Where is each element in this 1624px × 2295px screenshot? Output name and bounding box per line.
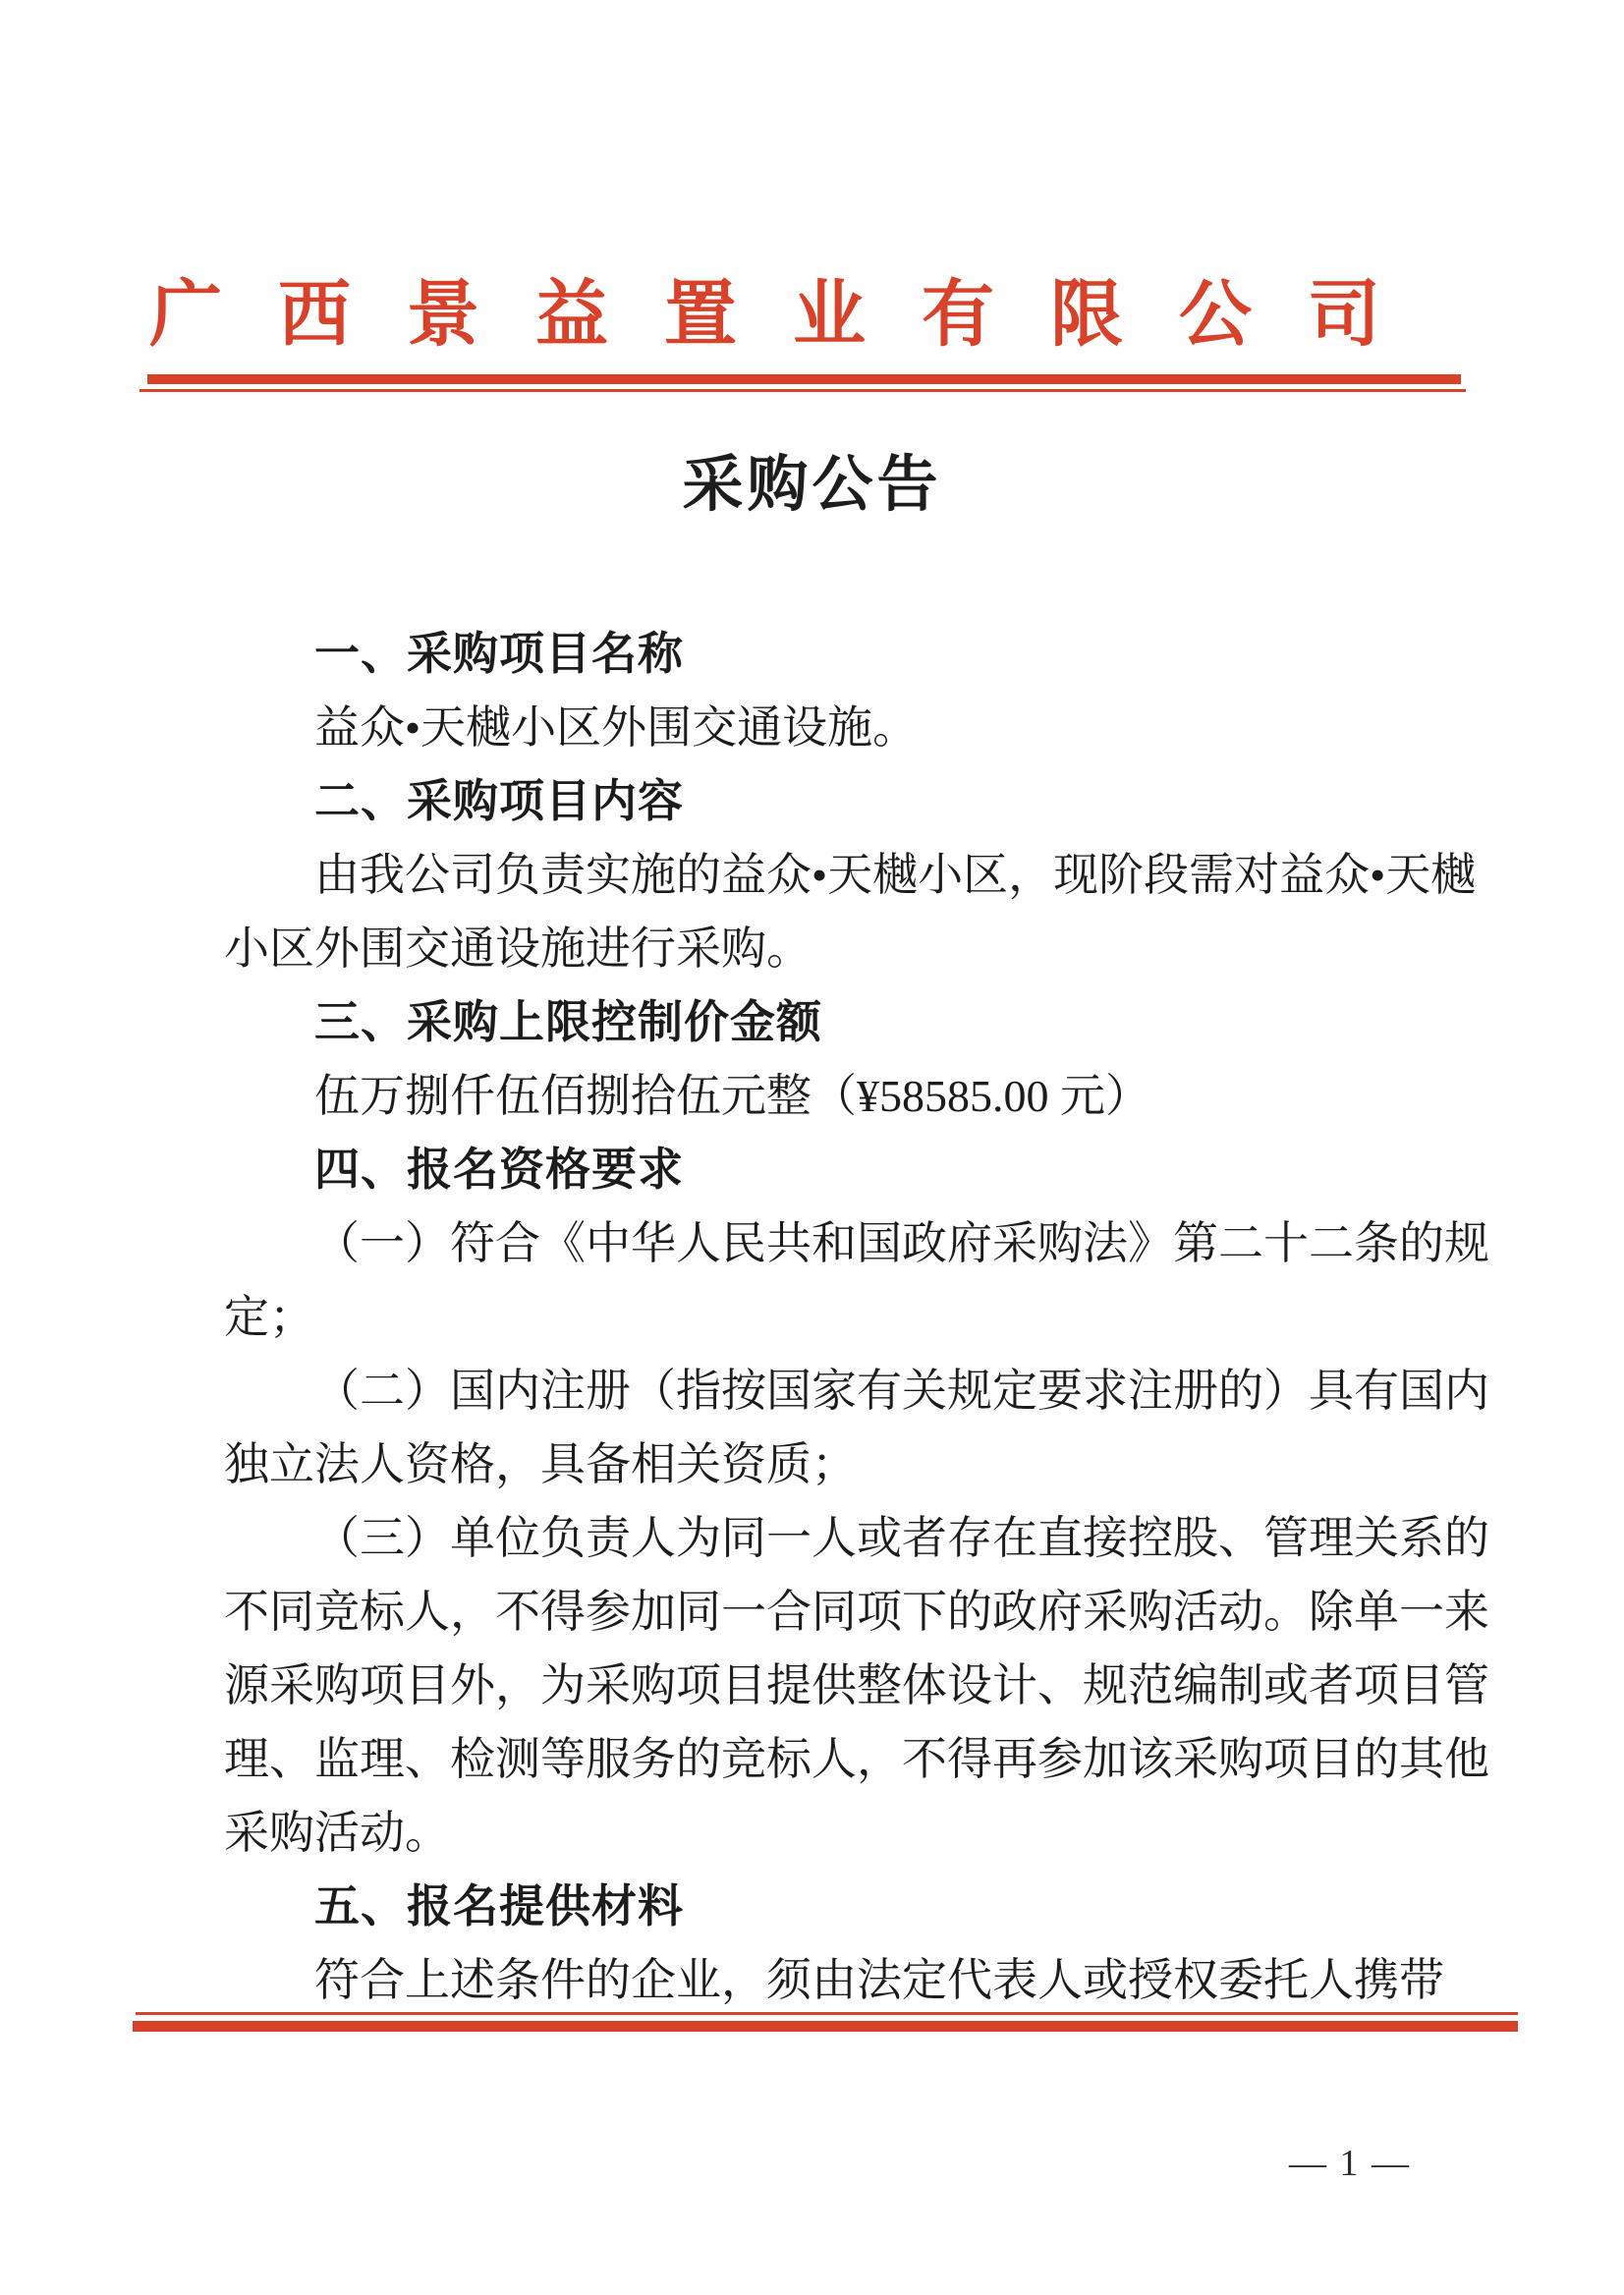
section-heading-1: 一、采购项目名称 bbox=[314, 628, 684, 679]
letterhead-rule-thin bbox=[140, 389, 1466, 392]
paragraph-line: （二）国内注册（指按国家有关规定要求注册的）具有国内 bbox=[314, 1366, 1489, 1416]
section-heading-3: 三、采购上限控制价金额 bbox=[314, 996, 822, 1047]
paragraph-line: 理、监理、检测等服务的竞标人，不得再参加该采购项目的其他 bbox=[224, 1734, 1489, 1784]
section-heading-5: 五、报名提供材料 bbox=[314, 1880, 684, 1931]
paragraph-line: 伍万捌仟伍佰捌拾伍元整（¥58585.00 元） bbox=[314, 1071, 1150, 1121]
letterhead-company-name: 广西景益置业有限公司 bbox=[149, 275, 1436, 356]
letterhead-rule-thick bbox=[147, 374, 1461, 384]
paragraph-line: 益众•天樾小区外围交通设施。 bbox=[314, 702, 919, 753]
paragraph-line: 采购活动。 bbox=[224, 1808, 450, 1858]
paragraph-line: （三）单位负责人为同一人或者存在直接控股、管理关系的 bbox=[314, 1513, 1489, 1563]
paragraph-line: 小区外围交通设施进行采购。 bbox=[224, 924, 812, 974]
paragraph-line: 由我公司负责实施的益众•天樾小区，现阶段需对益众•天樾 bbox=[314, 850, 1477, 900]
document-body bbox=[224, 617, 1489, 2017]
footer-rule-thin bbox=[136, 2012, 1518, 2015]
footer-rule-thick bbox=[133, 2021, 1518, 2032]
paragraph-line: 定； bbox=[224, 1292, 314, 1342]
section-heading-2: 二、采购项目内容 bbox=[314, 775, 684, 826]
paragraph-line: 符合上述条件的企业，须由法定代表人或授权委托人携带 bbox=[314, 1955, 1444, 2005]
document-title: 采购公告 bbox=[682, 452, 942, 519]
page-number: — 1 — bbox=[1289, 2143, 1411, 2184]
paragraph-line: （一）符合《中华人民共和国政府采购法》第二十二条的规 bbox=[314, 1218, 1489, 1268]
paragraph-line: 源采购项目外，为采购项目提供整体设计、规范编制或者项目管 bbox=[224, 1660, 1489, 1710]
section-heading-4: 四、报名资格要求 bbox=[314, 1144, 684, 1195]
paragraph-line: 不同竞标人，不得参加同一合同项下的政府采购活动。除单一来 bbox=[224, 1587, 1489, 1637]
paragraph-line: 独立法人资格，具备相关资质； bbox=[224, 1439, 857, 1489]
